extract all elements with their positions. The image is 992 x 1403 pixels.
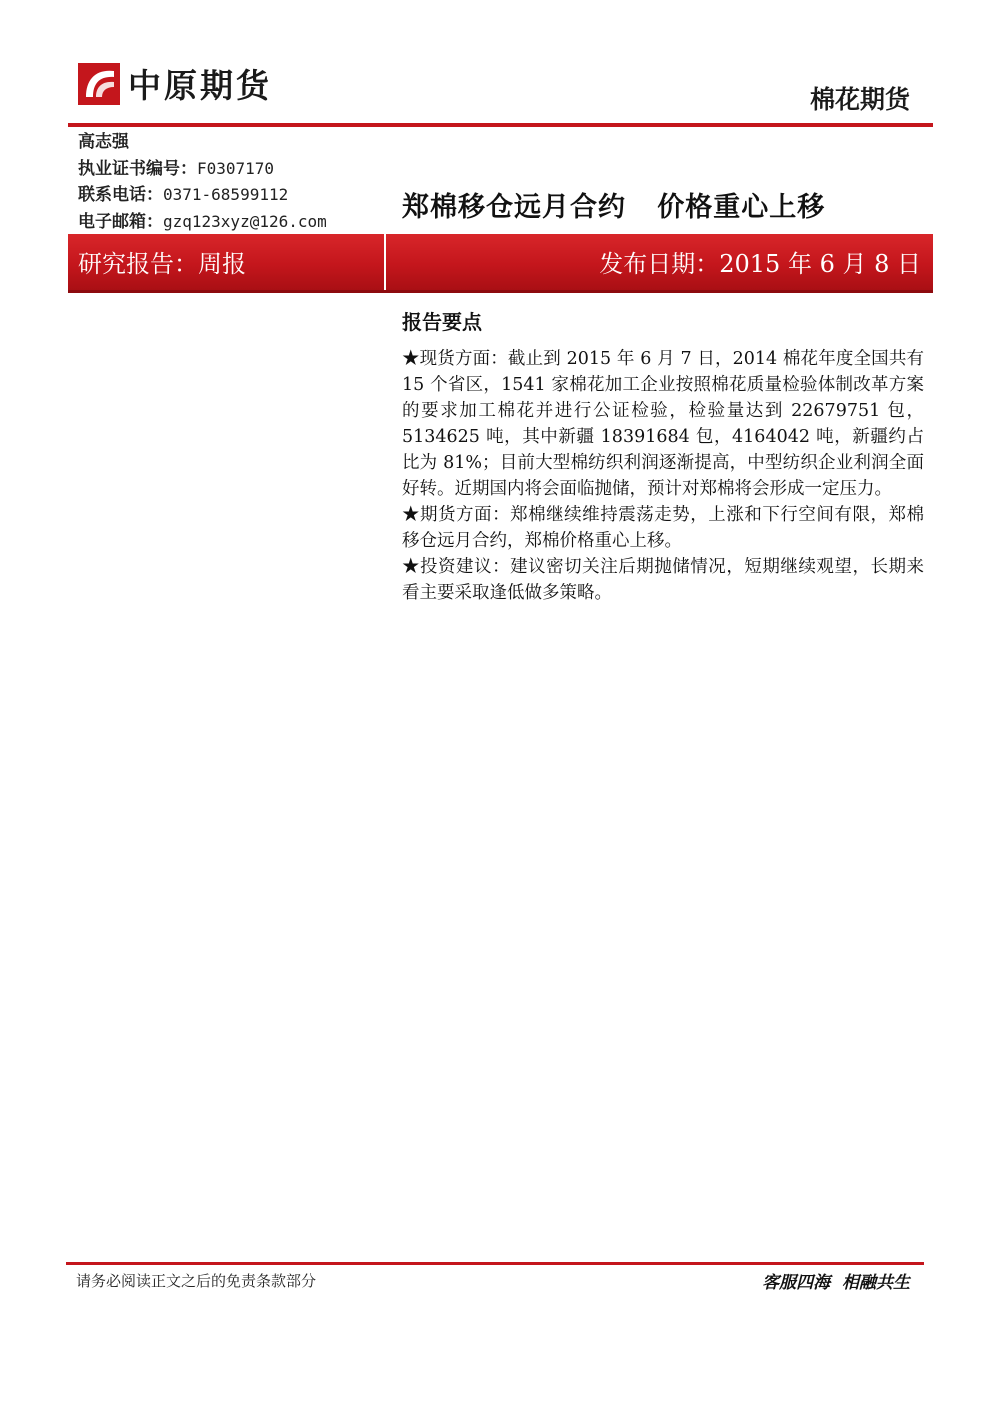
- footer-rule: [66, 1262, 924, 1265]
- report-banner: [68, 234, 933, 293]
- zhongyuan-logo-icon: [78, 63, 120, 105]
- bullet-spot: ★现货方面：截止到 2015 年 6 月 7 日，2014 棉花年度全国共有 15 个省区，1541 家棉花加工企业按照棉花质量检验体制改革方案的要求加工棉花并进行公证检验，检验量达到 22679751 包，5134625 吨，其中新疆 18391684 包，4164042 吨，新疆约占比为 81%；目前大型棉纺织利润逐渐提高，中型纺织企业利润全面好转。近期国内将会面临抛储，预计对郑棉将会形成一定压力。: [402, 349, 924, 499]
- report-category: 棉花期货: [809, 85, 910, 114]
- bullet-advice: ★投资建议：建议密切关注后期抛储情况，短期继续观望，长期来看主要采取逢低做多策略。: [402, 557, 924, 603]
- summary-heading: 报告要点: [402, 310, 482, 334]
- bullet-futures: ★期货方面：郑棉继续维持震荡走势，上涨和下行空间有限，郑棉移仓远月合约，郑棉价格重心上移。: [402, 505, 924, 551]
- publish-date: 发布日期：2015 年 6 月 8 日: [599, 250, 921, 278]
- company-logo: [78, 60, 272, 107]
- summary-bullets: [402, 346, 924, 606]
- author-cert: 执业证书编号：F0307170: [78, 158, 275, 179]
- banner-divider: [384, 234, 386, 290]
- company-slogan: 客服四海 相融共生: [762, 1273, 910, 1293]
- report-type: 研究报告：周报: [78, 250, 246, 278]
- disclaimer-note: 请务必阅读正文之后的免责条款部分: [76, 1272, 317, 1290]
- report-title: 郑棉移仓远月合约 价格重心上移: [402, 192, 826, 223]
- author-phone: 联系电话：0371-68599112: [78, 185, 289, 205]
- author-name: 高志强: [78, 132, 129, 152]
- author-email: 电子邮箱：gzq123xyz@126.com: [78, 211, 327, 232]
- author-info: [78, 130, 327, 235]
- header-rule: [68, 123, 933, 127]
- company-name: 中原期货: [128, 66, 272, 105]
